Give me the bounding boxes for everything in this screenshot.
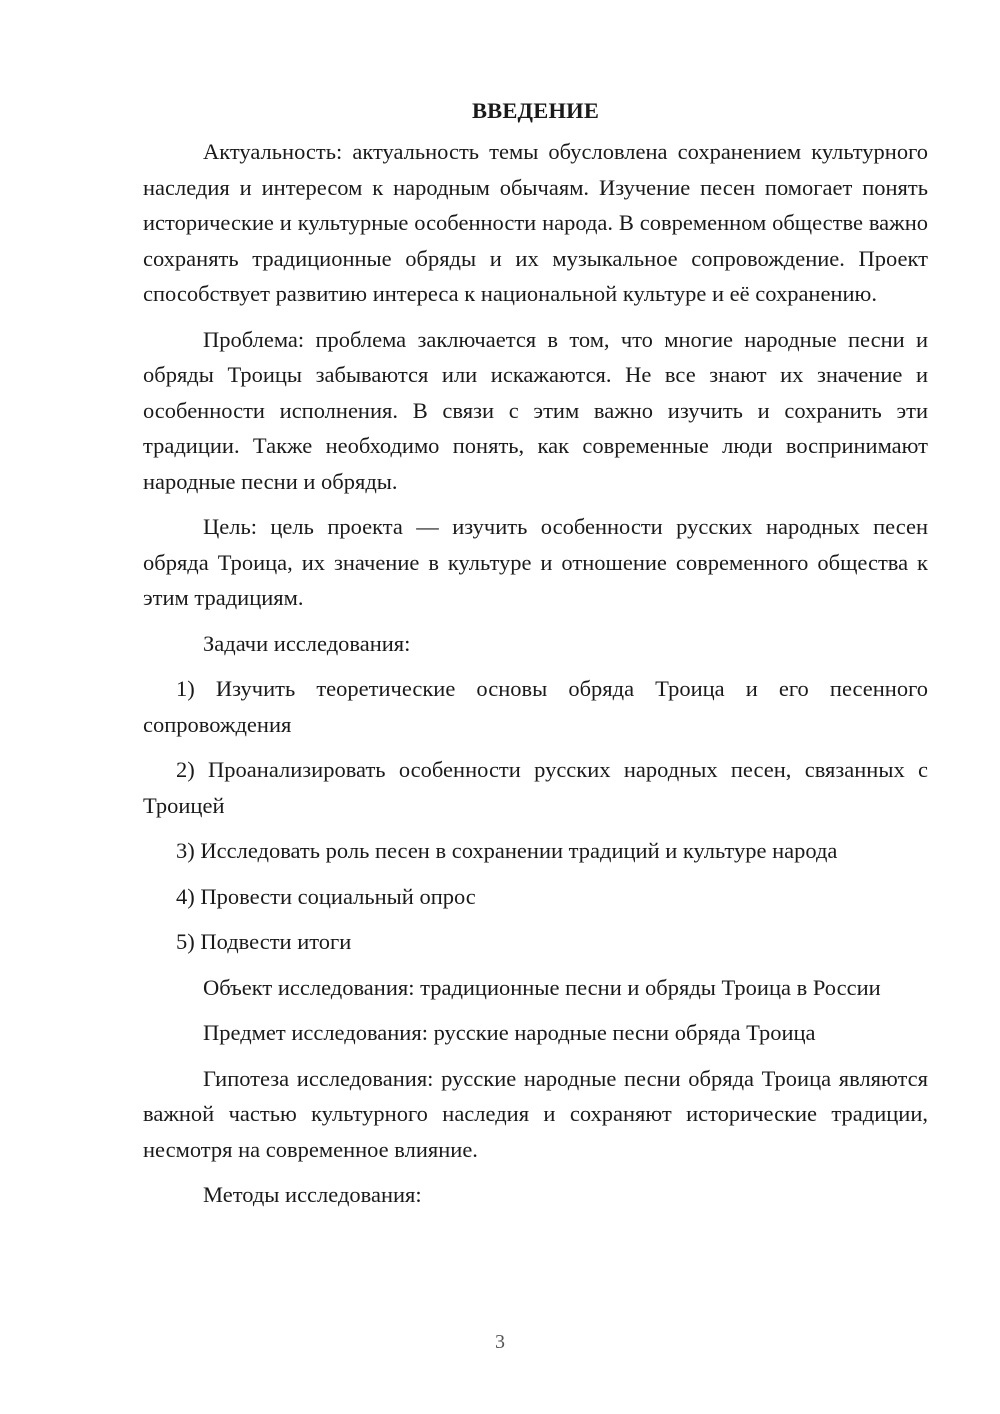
task-item: 1) Изучить теоретические основы обряда Троица и его песенного сопровождения bbox=[143, 676, 928, 737]
task-item: 3) Исследовать роль песен в сохранении традиций и культуре народа bbox=[176, 838, 838, 863]
relevance-paragraph: Актуальность: актуальность темы обусловлена сохранением культурного наследия и интересом к народным обычаям. Изучение песен помогает понять исторические и культурные особенности народа. В современном обществе важно сохранять традиционные обряды и их музыкальное сопровождение. Проект способствует развитию интереса к национальной культуре и её сохранению. bbox=[143, 139, 928, 306]
hypothesis-paragraph: Гипотеза исследования: русские народные песни обряда Троица являются важной частью культурного наследия и сохраняют исторические традиции, несмотря на современное влияние. bbox=[143, 1065, 928, 1162]
page-title: ВВЕДЕНИЕ bbox=[471, 98, 600, 123]
goal-paragraph: Цель: цель проекта — изучить особенности русских народных песен обряда Троица, их значение в культуре и отношение современного общества к этим традициям. bbox=[143, 514, 928, 610]
document-page bbox=[143, 96, 928, 1223]
tasks-heading: Задачи исследования: bbox=[203, 630, 411, 656]
object-paragraph: Объект исследования: традиционные песни и обряды Троица в России bbox=[203, 974, 881, 1000]
task-item: 4) Провести социальный опрос bbox=[176, 883, 476, 909]
task-item: 5) Подвести итоги bbox=[176, 929, 352, 954]
task-item: 2) Проанализировать особенности русских народных песен, связанных с Троицей bbox=[143, 757, 928, 818]
page-number: 3 bbox=[495, 1331, 505, 1353]
subject-paragraph: Предмет исследования: русские народные песни обряда Троица bbox=[203, 1020, 816, 1045]
methods-heading: Методы исследования: bbox=[203, 1182, 422, 1207]
problem-paragraph: Проблема: проблема заключается в том, что многие народные песни и обряды Троицы забываются или искажаются. Не все знают их значение и особенности исполнения. В связи с этим важно изучить и сохранить эти традиции. Также необходимо понять, как современные люди воспринимают народные песни и обряды. bbox=[143, 326, 928, 494]
